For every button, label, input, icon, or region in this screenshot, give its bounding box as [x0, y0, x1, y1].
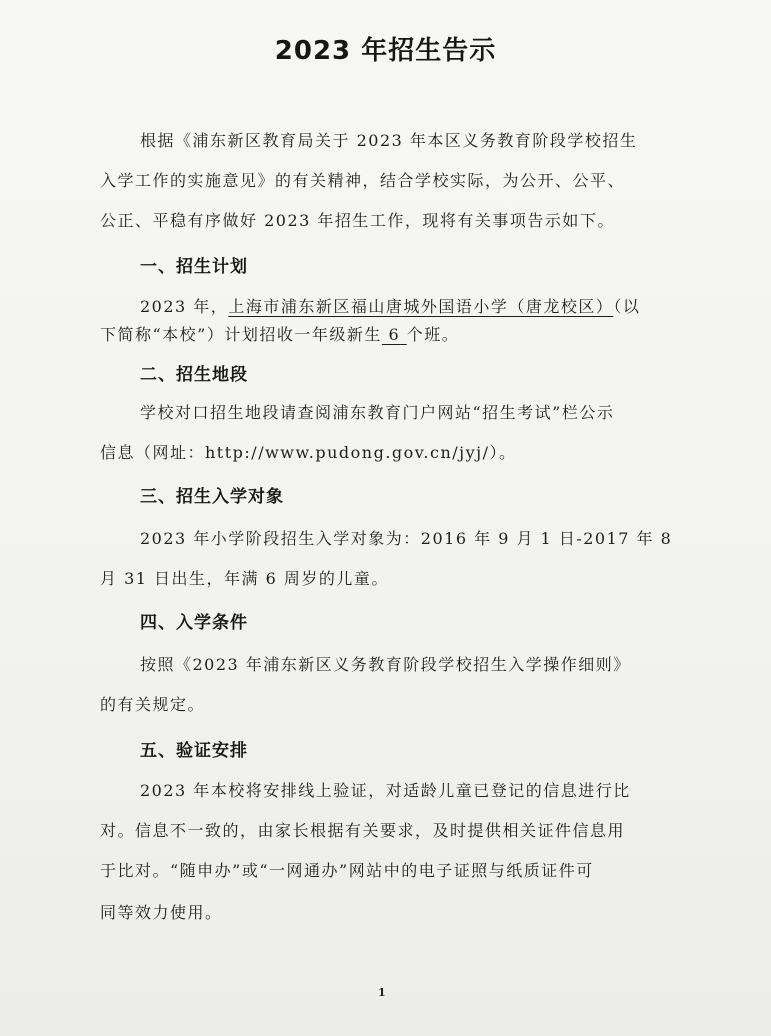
verification-line-3: 于比对。“随申办”或“一网通办”网站中的电子证照与纸质证件可	[100, 861, 594, 880]
district-line-2: 信息（网址：http://www.pudong.gov.cn/jyj/）。	[100, 443, 517, 462]
conditions-line-2: 的有关规定。	[100, 695, 206, 714]
section-heading-eligibility: 三、招生入学对象	[140, 487, 284, 507]
school-name: 上海市浦东新区福山唐城外国语小学（唐龙校区）	[228, 297, 614, 316]
section-heading-plan: 一、招生计划	[140, 257, 248, 277]
intro-line-3: 公正、平稳有序做好 2023 年招生工作，现将有关事项告示如下。	[100, 211, 615, 230]
class-count: 6	[388, 325, 401, 344]
section-heading-conditions: 四、入学条件	[140, 613, 248, 633]
verification-line-2: 对。信息不一致的，由家长根据有关要求，及时提供相关证件信息用	[100, 821, 626, 840]
intro-line-2: 入学工作的实施意见》的有关精神，结合学校实际，为公开、公平、	[100, 171, 626, 190]
district-line-1: 学校对口招生地段请查阅浦东教育门户网站“招生考试”栏公示	[140, 403, 615, 422]
plan-line-1: 2023 年，上海市浦东新区福山唐城外国语小学（唐龙校区）（以	[140, 297, 641, 316]
conditions-line-1: 按照《2023 年浦东新区义务教育阶段学校招生入学操作细则》	[140, 655, 631, 674]
plan-line-2: 下简称“本校”）计划招收一年级新生 6 个班。	[100, 325, 460, 344]
verification-line-4: 同等效力使用。	[100, 903, 223, 922]
intro-line-1: 根据《浦东新区教育局关于 2023 年本区义务教育阶段学校招生	[140, 131, 638, 150]
document-title: 2023 年招生告示	[274, 36, 497, 66]
section-heading-district: 二、招生地段	[140, 365, 248, 385]
verification-line-1: 2023 年本校将安排线上验证，对适龄儿童已登记的信息进行比	[140, 781, 631, 800]
page-number: 1	[378, 986, 386, 999]
eligibility-line-1: 2023 年小学阶段招生入学对象为：2016 年 9 月 1 日-2017 年 8	[140, 529, 673, 548]
eligibility-line-2: 月 31 日出生，年满 6 周岁的儿童。	[100, 569, 389, 588]
section-heading-verification: 五、验证安排	[140, 741, 248, 761]
